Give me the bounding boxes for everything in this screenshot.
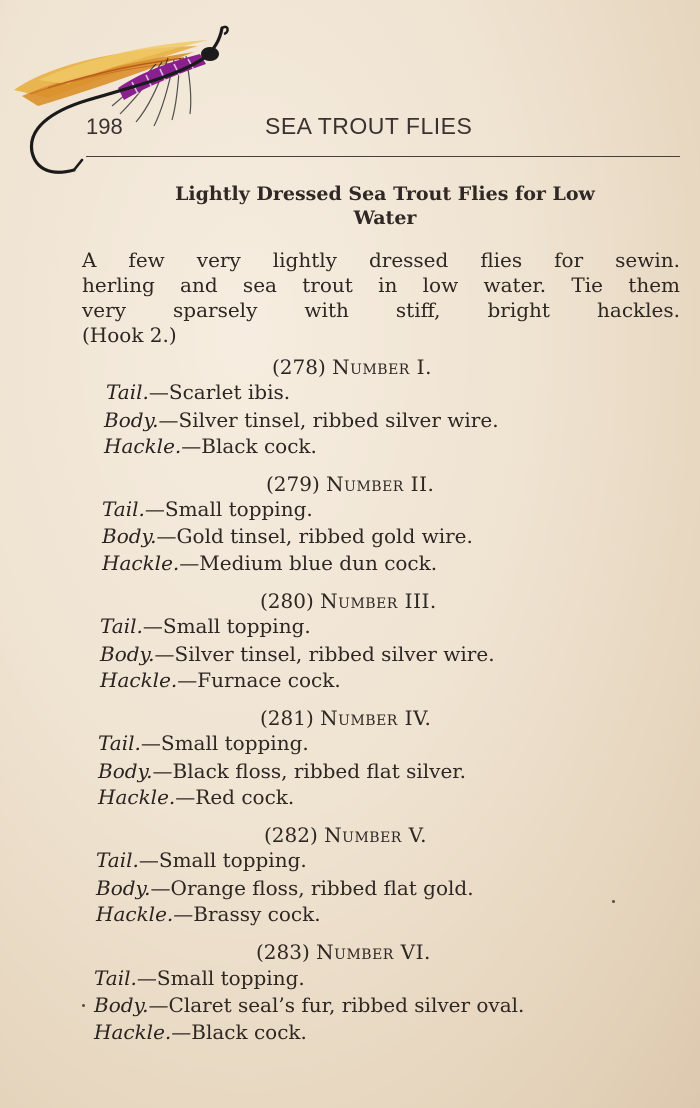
body-label: Body. — [96, 876, 151, 900]
body-line — [104, 408, 499, 432]
body-line — [102, 524, 473, 548]
section-title-line-1: Lightly Dressed Sea Trout Flies for Low — [175, 183, 595, 205]
entry-number: (282) — [264, 823, 318, 847]
entry-heading — [256, 940, 431, 964]
hackle-line — [102, 551, 437, 575]
hackle-line — [104, 434, 317, 458]
hackle-label: Hackle. — [94, 1020, 172, 1044]
entry-label: Number I. — [332, 355, 432, 379]
page-number: 198 — [86, 114, 123, 139]
entry-heading — [272, 355, 432, 379]
hackle-value: —Medium blue dun cock. — [179, 551, 438, 575]
section-title — [130, 182, 640, 230]
tail-label: Tail. — [94, 966, 137, 990]
body-value: —Gold tinsel, ribbed gold wire. — [156, 524, 473, 548]
tail-value: —Small topping. — [138, 848, 307, 872]
entry-number: (280) — [260, 589, 314, 613]
body-label: Body. — [94, 993, 149, 1017]
body-line — [94, 993, 524, 1017]
tail-line — [98, 731, 309, 755]
intro-paragraph — [82, 248, 680, 348]
entry-number: (281) — [260, 706, 314, 730]
body-value: —Black floss, ribbed flat silver. — [152, 759, 466, 783]
body-label: Body. — [102, 524, 157, 548]
entry-number: (283) — [256, 940, 310, 964]
body-line — [98, 759, 466, 783]
entry-number: (279) — [266, 472, 320, 496]
salmon-fly-illustration — [8, 18, 240, 188]
tail-line — [100, 614, 311, 638]
hackle-value: —Brassy cock. — [173, 902, 321, 926]
entry-label: Number V. — [324, 823, 427, 847]
section-title-line-2: Water — [353, 207, 417, 229]
entry-label: Number IV. — [320, 706, 432, 730]
entry-heading — [266, 472, 434, 496]
body-value: —Silver tinsel, ribbed silver wire. — [158, 408, 499, 432]
hackle-line — [98, 785, 294, 809]
hackle-line — [94, 1020, 307, 1044]
tail-label: Tail. — [98, 731, 141, 755]
tail-value: —Scarlet ibis. — [148, 380, 291, 404]
ink-speck — [82, 1004, 85, 1007]
ink-speck — [612, 900, 615, 903]
hackle-label: Hackle. — [100, 668, 178, 692]
tail-label: Tail. — [106, 380, 149, 404]
entry-label: Number II. — [326, 472, 435, 496]
body-line — [100, 642, 495, 666]
entry-number: (278) — [272, 355, 326, 379]
entry-heading — [264, 823, 427, 847]
body-line — [96, 876, 474, 900]
tail-value: —Small topping. — [140, 731, 309, 755]
hackle-label: Hackle. — [98, 785, 176, 809]
header-rule — [86, 156, 680, 157]
tail-label: Tail. — [96, 848, 139, 872]
intro-line: very sparsely with stiff, bright hackles. — [82, 298, 680, 322]
hackle-label: Hackle. — [104, 434, 182, 458]
body-label: Body. — [104, 408, 159, 432]
hackle-label: Hackle. — [102, 551, 180, 575]
tail-value: —Small topping. — [144, 497, 313, 521]
intro-line: A few very lightly dressed flies for sewin. — [82, 248, 680, 272]
tail-line — [106, 380, 290, 404]
entry-heading — [260, 589, 437, 613]
tail-label: Tail. — [100, 614, 143, 638]
hackle-value: —Black cock. — [171, 1020, 307, 1044]
tail-value: —Small topping. — [136, 966, 305, 990]
body-value: —Claret seal’s fur, ribbed silver oval. — [148, 993, 525, 1017]
intro-line: herling and sea trout in low water. Tie them — [82, 273, 680, 297]
hackle-value: —Furnace cock. — [177, 668, 341, 692]
body-label: Body. — [98, 759, 153, 783]
body-value: —Silver tinsel, ribbed silver wire. — [154, 642, 495, 666]
running-title: SEA TROUT FLIES — [265, 113, 473, 139]
entry-label: Number III. — [320, 589, 437, 613]
tail-value: —Small topping. — [142, 614, 311, 638]
tail-line — [96, 848, 307, 872]
hackle-value: —Red cock. — [175, 785, 295, 809]
body-label: Body. — [100, 642, 155, 666]
hackle-value: —Black cock. — [181, 434, 317, 458]
tail-label: Tail. — [102, 497, 145, 521]
body-value: —Orange floss, ribbed flat gold. — [150, 876, 474, 900]
entry-heading — [260, 706, 431, 730]
tail-line — [102, 497, 313, 521]
hackle-line — [100, 668, 341, 692]
entry-label: Number VI. — [316, 940, 431, 964]
hackle-label: Hackle. — [96, 902, 174, 926]
hackle-line — [96, 902, 321, 926]
intro-line: (Hook 2.) — [82, 323, 177, 347]
running-head — [0, 112, 700, 148]
tail-line — [94, 966, 305, 990]
